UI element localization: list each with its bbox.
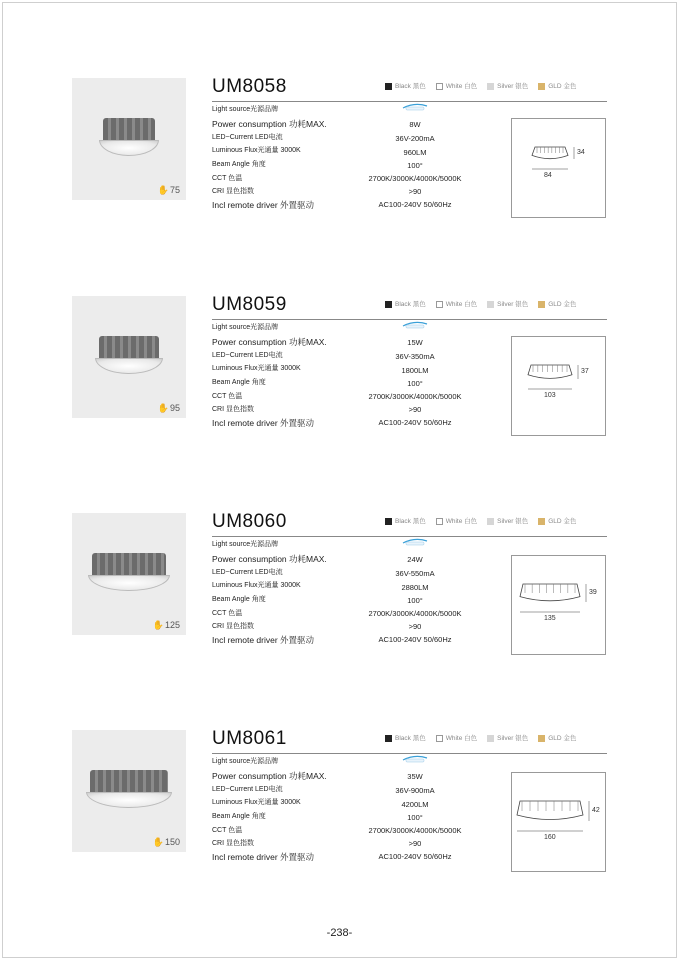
- color-label-cn: 金色: [563, 735, 577, 742]
- model-title: UM8060: [212, 511, 287, 532]
- spec-value-cri: >90: [408, 622, 422, 631]
- color-option: [436, 81, 477, 90]
- spec-value-cri: >90: [408, 839, 422, 848]
- model-title: UM8058: [212, 76, 287, 97]
- spec-label-beam: Beam Angle 角度: [212, 161, 266, 168]
- color-swatch-icon: [385, 735, 392, 742]
- spec-value-flux: 1800LM: [401, 366, 429, 375]
- spec-value-cri: >90: [408, 405, 422, 414]
- spec-label-power: Power consumption 功耗MAX.: [212, 337, 327, 347]
- spec-value-beam: 100°: [407, 813, 423, 822]
- spec-label-light-source: Light source光源品牌: [212, 541, 279, 548]
- color-swatch-icon: [487, 83, 494, 90]
- color-label-cn: 黑色: [412, 735, 426, 742]
- spec-value-current: 36V-200mA: [395, 134, 435, 143]
- spec-label-cri: CRI 显色指数: [212, 623, 254, 630]
- color-label: Black: [395, 735, 411, 742]
- spec-label-cri: CRI 显色指数: [212, 188, 254, 195]
- spec-value-current: 36V-550mA: [395, 569, 435, 578]
- color-label: White: [445, 735, 463, 742]
- cutout-hand-icon: ✋: [157, 185, 169, 195]
- lamp-diffuser: [88, 575, 170, 591]
- dimension-drawing: [511, 118, 606, 218]
- dimension-drawing: [511, 555, 606, 655]
- color-swatch-icon: [436, 735, 443, 742]
- color-swatch-icon: [487, 301, 494, 308]
- color-label-cn: 金色: [563, 301, 577, 308]
- spec-label-driver: Incl remote driver 外置驱动: [212, 418, 315, 428]
- color-label-cn: 白色: [464, 735, 478, 742]
- color-options: [385, 733, 586, 742]
- lamp-diffuser: [99, 140, 159, 156]
- spec-label-power: Power consumption 功耗MAX.: [212, 554, 327, 564]
- color-label-cn: 银色: [515, 518, 529, 525]
- dimension-height: 39: [589, 589, 597, 596]
- lamp-outline-icon: [512, 337, 605, 435]
- spec-value-driver: AC100-240V 50/60Hz: [378, 418, 452, 427]
- color-option: [487, 516, 528, 525]
- cutout-value: 95: [169, 403, 180, 413]
- light-source-brand-icon: [402, 320, 428, 330]
- color-label: GLD: [548, 735, 562, 742]
- color-label: Silver: [497, 735, 514, 742]
- color-option: [436, 299, 477, 308]
- spec-label-cct: CCT 色温: [212, 827, 243, 834]
- lamp-heatsink: [99, 336, 159, 360]
- spec-label-light-source: Light source光源品牌: [212, 106, 279, 113]
- color-label-cn: 白色: [464, 301, 478, 308]
- spec-value-power: 15W: [407, 338, 423, 347]
- spec-value-beam: 100°: [407, 379, 423, 388]
- spec-value-cri: >90: [408, 187, 422, 196]
- lamp-outline-icon: [512, 773, 605, 871]
- color-label: White: [445, 518, 463, 525]
- model-title: UM8061: [212, 728, 287, 749]
- dimension-drawing: [511, 772, 606, 872]
- color-swatch-icon: [538, 83, 545, 90]
- product-um8060: [0, 513, 679, 663]
- spec-label-flux: Luminous Flux光通量 3000K: [212, 365, 301, 372]
- spec-label-driver: Incl remote driver 外置驱动: [212, 635, 315, 645]
- spec-label-current: LED~Current LED电流: [212, 134, 283, 141]
- spec-value-flux: 4200LM: [401, 800, 429, 809]
- color-option: [385, 81, 426, 90]
- spec-value-current: 36V-350mA: [395, 352, 435, 361]
- color-swatch-icon: [385, 518, 392, 525]
- spec-label-cct: CCT 色温: [212, 610, 243, 617]
- color-swatch-icon: [487, 518, 494, 525]
- lamp-heatsink: [90, 770, 168, 794]
- color-swatch-icon: [385, 83, 392, 90]
- spec-label-driver: Incl remote driver 外置驱动: [212, 200, 315, 210]
- spec-label-cri: CRI 显色指数: [212, 840, 254, 847]
- color-options: [385, 81, 586, 90]
- product-um8059: [0, 296, 679, 446]
- light-source-brand-icon: [402, 537, 428, 547]
- lamp-diffuser: [95, 358, 163, 374]
- color-label-cn: 金色: [563, 518, 577, 525]
- dimension-height: 34: [577, 149, 585, 156]
- cutout-value: 125: [164, 620, 180, 630]
- color-label: Silver: [497, 301, 514, 308]
- color-label: Black: [395, 83, 411, 90]
- spec-value-power: 8W: [409, 120, 421, 129]
- spec-value-flux: 960LM: [403, 148, 427, 157]
- color-option: [538, 81, 576, 90]
- color-options: [385, 299, 586, 308]
- color-swatch-icon: [385, 301, 392, 308]
- product-um8058: [0, 78, 679, 228]
- spec-value-cct: 2700K/3000K/4000K/5000K: [368, 392, 462, 401]
- spec-label-beam: Beam Angle 角度: [212, 596, 266, 603]
- color-label: Black: [395, 518, 411, 525]
- color-option: [436, 733, 477, 742]
- dimension-width: 84: [544, 172, 552, 179]
- dimension-drawing: [511, 336, 606, 436]
- spec-value-beam: 100°: [407, 161, 423, 170]
- spec-label-cct: CCT 色温: [212, 175, 243, 182]
- light-source-brand-icon: [402, 754, 428, 764]
- spec-label-driver: Incl remote driver 外置驱动: [212, 852, 315, 862]
- spec-label-light-source: Light source光源品牌: [212, 758, 279, 765]
- spec-label-power: Power consumption 功耗MAX.: [212, 119, 327, 129]
- color-label: Silver: [497, 518, 514, 525]
- color-swatch-icon: [487, 735, 494, 742]
- color-option: [385, 733, 426, 742]
- cutout-size: [152, 837, 180, 847]
- color-label: GLD: [548, 83, 562, 90]
- color-option: [487, 733, 528, 742]
- product-photo: [72, 78, 186, 200]
- lamp-outline-icon: [512, 119, 605, 217]
- spec-value-power: 35W: [407, 772, 423, 781]
- spec-value-power: 24W: [407, 555, 423, 564]
- spec-value-current: 36V-900mA: [395, 786, 435, 795]
- color-label: White: [445, 301, 463, 308]
- color-label: GLD: [548, 301, 562, 308]
- spec-label-power: Power consumption 功耗MAX.: [212, 771, 327, 781]
- cutout-size: [157, 185, 180, 195]
- spec-label-beam: Beam Angle 角度: [212, 379, 266, 386]
- color-swatch-icon: [538, 301, 545, 308]
- spec-value-driver: AC100-240V 50/60Hz: [378, 852, 452, 861]
- dimension-width: 160: [544, 834, 556, 841]
- product-photo: [72, 730, 186, 852]
- spec-label-cri: CRI 显色指数: [212, 406, 254, 413]
- page-number: -238-: [326, 927, 353, 939]
- color-option: [538, 299, 576, 308]
- color-label-cn: 白色: [464, 518, 478, 525]
- color-label-cn: 银色: [515, 83, 529, 90]
- spec-value-flux: 2880LM: [401, 583, 429, 592]
- cutout-size: [157, 403, 180, 413]
- lamp-outline-icon: [512, 556, 605, 654]
- light-source-brand-icon: [402, 102, 428, 112]
- spec-label-current: LED~Current LED电流: [212, 786, 283, 793]
- cutout-hand-icon: ✋: [152, 620, 164, 630]
- spec-label-cct: CCT 色温: [212, 393, 243, 400]
- cutout-hand-icon: ✋: [157, 403, 169, 413]
- color-label-cn: 金色: [563, 83, 577, 90]
- model-title: UM8059: [212, 294, 287, 315]
- cutout-value: 150: [164, 837, 180, 847]
- color-swatch-icon: [538, 518, 545, 525]
- color-option: [487, 81, 528, 90]
- color-option: [538, 516, 576, 525]
- color-label: Black: [395, 301, 411, 308]
- cutout-value: 75: [169, 185, 180, 195]
- color-swatch-icon: [436, 83, 443, 90]
- product-um8061: [0, 730, 679, 880]
- spec-label-flux: Luminous Flux光通量 3000K: [212, 582, 301, 589]
- dimension-height: 37: [581, 368, 589, 375]
- product-photo: [72, 296, 186, 418]
- spec-label-current: LED~Current LED电流: [212, 352, 283, 359]
- color-options: [385, 516, 586, 525]
- color-label: White: [445, 83, 463, 90]
- color-option: [385, 516, 426, 525]
- cutout-size: [152, 620, 180, 630]
- color-option: [436, 516, 477, 525]
- spec-label-light-source: Light source光源品牌: [212, 324, 279, 331]
- spec-value-cct: 2700K/3000K/4000K/5000K: [368, 609, 462, 618]
- color-option: [538, 733, 576, 742]
- spec-value-driver: AC100-240V 50/60Hz: [378, 200, 452, 209]
- color-swatch-icon: [538, 735, 545, 742]
- product-photo: [72, 513, 186, 635]
- color-label-cn: 黑色: [412, 301, 426, 308]
- color-label-cn: 黑色: [412, 83, 426, 90]
- spec-value-driver: AC100-240V 50/60Hz: [378, 635, 452, 644]
- cutout-hand-icon: ✋: [152, 837, 164, 847]
- spec-value-beam: 100°: [407, 596, 423, 605]
- lamp-heatsink: [92, 553, 166, 577]
- color-swatch-icon: [436, 301, 443, 308]
- color-label-cn: 白色: [464, 83, 478, 90]
- spec-label-current: LED~Current LED电流: [212, 569, 283, 576]
- spec-value-cct: 2700K/3000K/4000K/5000K: [368, 826, 462, 835]
- spec-label-flux: Luminous Flux光通量 3000K: [212, 147, 301, 154]
- lamp-diffuser: [86, 792, 172, 808]
- color-label-cn: 黑色: [412, 518, 426, 525]
- color-label: Silver: [497, 83, 514, 90]
- dimension-height: 42: [592, 807, 600, 814]
- color-label-cn: 银色: [515, 735, 529, 742]
- lamp-heatsink: [103, 118, 155, 142]
- dimension-width: 103: [544, 392, 556, 399]
- spec-label-beam: Beam Angle 角度: [212, 813, 266, 820]
- color-label-cn: 银色: [515, 301, 529, 308]
- color-swatch-icon: [436, 518, 443, 525]
- dimension-width: 135: [544, 615, 556, 622]
- color-option: [385, 299, 426, 308]
- spec-label-flux: Luminous Flux光通量 3000K: [212, 799, 301, 806]
- color-label: GLD: [548, 518, 562, 525]
- color-option: [487, 299, 528, 308]
- spec-value-cct: 2700K/3000K/4000K/5000K: [368, 174, 462, 183]
